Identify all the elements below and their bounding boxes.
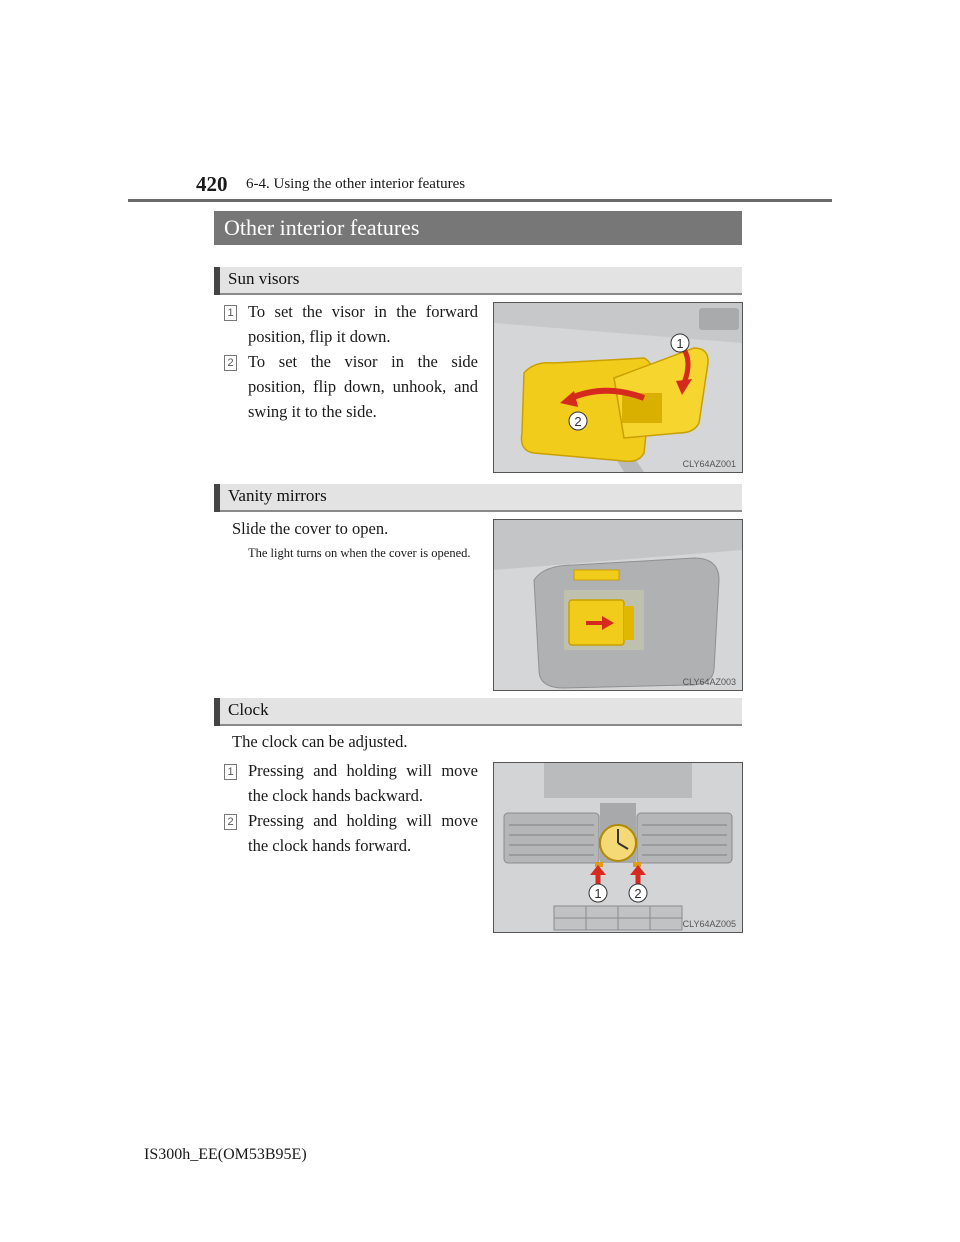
figure-code: CLY64AZ001	[682, 459, 736, 469]
sun-visors-heading: Sun visors	[228, 269, 300, 288]
callout-2: 2	[634, 886, 642, 901]
sun-visor-drawing	[494, 303, 742, 472]
step-number-badge: 1	[224, 764, 237, 780]
section-title-bar	[214, 211, 742, 245]
page-number: 420	[196, 172, 228, 196]
vanity-mirrors-heading-bar	[214, 484, 742, 512]
sun-visor-step-2: To set the visor in the side position, flip down, unhook, and swing it to the side.	[248, 352, 478, 421]
vanity-mirror-drawing	[494, 520, 742, 690]
sun-visors-heading-bar	[214, 267, 742, 295]
sun-visor-illustration	[493, 302, 743, 473]
vanity-mirror-text: Slide the cover to open.	[232, 519, 389, 538]
callout-1: 1	[594, 886, 602, 901]
figure-code: CLY64AZ005	[682, 919, 736, 929]
vanity-mirror-illustration	[493, 519, 743, 691]
chapter-title: 6-4. Using the other interior features	[246, 176, 466, 192]
step-number-badge: 1	[224, 305, 237, 321]
clock-step-2: Pressing and holding will move the clock hands forward.	[248, 811, 478, 855]
sun-visor-step-1: To set the visor in the forward position, flip it down.	[248, 302, 478, 346]
clock-illustration	[493, 762, 743, 933]
figure-code: CLY64AZ003	[682, 677, 736, 687]
clock-step-1: Pressing and holding will move the clock hands backward.	[248, 761, 478, 805]
callout-1: 1	[676, 336, 684, 351]
clock-intro: The clock can be adjusted.	[232, 732, 408, 751]
clock-drawing	[494, 763, 742, 932]
callout-2: 2	[574, 414, 582, 429]
step-number-badge: 2	[224, 355, 237, 371]
clock-heading-bar	[214, 698, 742, 726]
model-code: IS300h_EE(OM53B95E)	[144, 1146, 307, 1163]
clock-heading: Clock	[228, 700, 269, 719]
step-number-badge: 2	[224, 814, 237, 830]
vanity-mirror-note: The light turns on when the cover is opened.	[248, 546, 471, 560]
section-title: Other interior features	[224, 215, 420, 240]
vanity-mirrors-heading: Vanity mirrors	[228, 486, 327, 505]
header-rule	[128, 199, 832, 202]
